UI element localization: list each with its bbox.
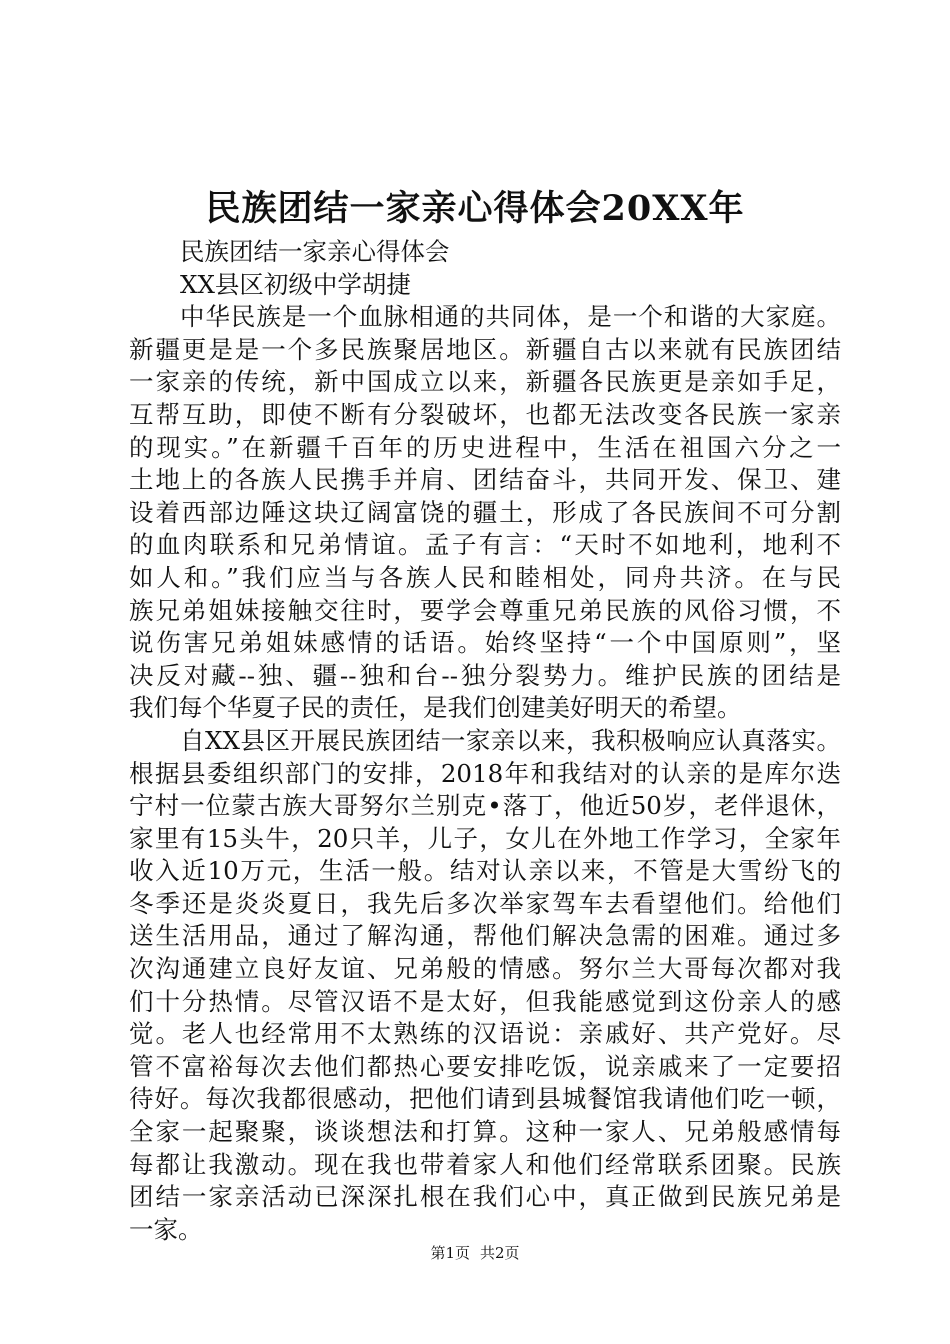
paragraph-line: 如人和。”我们应当与各族人民和睦相处，同舟共济。在与民: [129, 562, 841, 592]
paragraph-line: 说伤害兄弟姐妹感情的话语。始终坚持“一个中国原则”，坚: [129, 628, 841, 658]
paragraph-line: 家里有15头牛，20只羊，儿子，女儿在外地工作学习，全家年: [129, 823, 841, 853]
paragraph-line: 族兄弟姐妹接触交往时，要学会尊重兄弟民族的风俗习惯，不: [129, 595, 841, 625]
page-number: 第1页: [430, 1244, 470, 1262]
paragraph-line: 待好。每次我都很感动，把他们请到县城餐馆我请他们吃一顿，: [129, 1084, 841, 1114]
paragraph-line: 设着西部边陲这块辽阔富饶的疆土，形成了各民族间不可分割: [129, 497, 841, 527]
paragraph-line: 宁村一位蒙古族大哥努尔兰别克•落丁，他近50岁，老伴退休，: [129, 791, 841, 821]
paragraph-line: 互帮互助，即使不断有分裂破坏，也都无法改变各民族一家亲: [129, 399, 841, 429]
paragraph-line: 的血肉联系和兄弟情谊。孟子有言：“天时不如地利，地利不: [129, 530, 841, 560]
paragraph-line: 们十分热情。尽管汉语不是太好，但我能感觉到这份亲人的感: [129, 986, 841, 1016]
paragraph-line: 送生活用品，通过了解沟通，帮他们解决急需的困难。通过多: [129, 921, 841, 951]
paragraph-2: [129, 725, 841, 1247]
paragraph-line: 一家。: [129, 1214, 203, 1244]
page-footer: [0, 1243, 950, 1263]
author-line: XX县区初级中学胡捷: [180, 269, 411, 299]
paragraph-line: 次沟通建立良好友谊、兄弟般的情感。努尔兰大哥每次都对我: [129, 954, 841, 984]
paragraph-line: 根据县委组织部门的安排，2018年和我结对的认亲的是库尔迭: [129, 758, 841, 788]
paragraph-line: 收入近10万元，生活一般。结对认亲以来，不管是大雪纷飞的: [129, 856, 841, 886]
paragraph-line: 每都让我激动。现在我也带着家人和他们经常联系团聚。民族: [129, 1149, 841, 1179]
paragraph-line: 土地上的各族人民携手并肩、团结奋斗，共同开发、保卫、建: [129, 465, 841, 495]
paragraph-line: 决反对藏--独、疆--独和台--独分裂势力。维护民族的团结是: [129, 660, 841, 690]
paragraph-line: 团结一家亲活动已深深扎根在我们心中，真正做到民族兄弟是: [129, 1182, 841, 1212]
paragraph-line: 觉。老人也经常用不太熟练的汉语说：亲戚好、共产党好。尽: [129, 1019, 841, 1049]
paragraph-line: 自XX县区开展民族团结一家亲以来，我积极响应认真落实。: [180, 725, 841, 755]
paragraph-line: 中华民族是一个血脉相通的共同体，是一个和谐的大家庭。: [180, 302, 841, 332]
page-total: 共2页: [480, 1244, 520, 1262]
subtitle-line: 民族团结一家亲心得体会: [180, 237, 450, 266]
paragraph-line: 我们每个华夏子民的责任，是我们创建美好明天的希望。: [129, 693, 742, 723]
paragraph-line: 新疆更是是一个多民族聚居地区。新疆自古以来就有民族团结: [129, 334, 841, 364]
paragraph-line: 一家亲的传统，新中国成立以来，新疆各民族更是亲如手足，: [129, 367, 841, 397]
paragraph-line: 管不富裕每次去他们都热心要安排吃饭，说亲戚来了一定要招: [129, 1051, 841, 1081]
paragraph-1: [129, 301, 841, 725]
document-body: [129, 236, 841, 1246]
document-title: 民族团结一家亲心得体会20XX年: [205, 188, 745, 229]
paragraph-line: 全家一起聚聚，谈谈想法和打算。这种一家人、兄弟般感情每: [129, 1117, 841, 1147]
paragraph-line: 的现实。”在新疆千百年的历史进程中，生活在祖国六分之一: [129, 432, 841, 462]
paragraph-line: 冬季还是炎炎夏日，我先后多次举家驾车去看望他们。给他们: [129, 888, 841, 918]
